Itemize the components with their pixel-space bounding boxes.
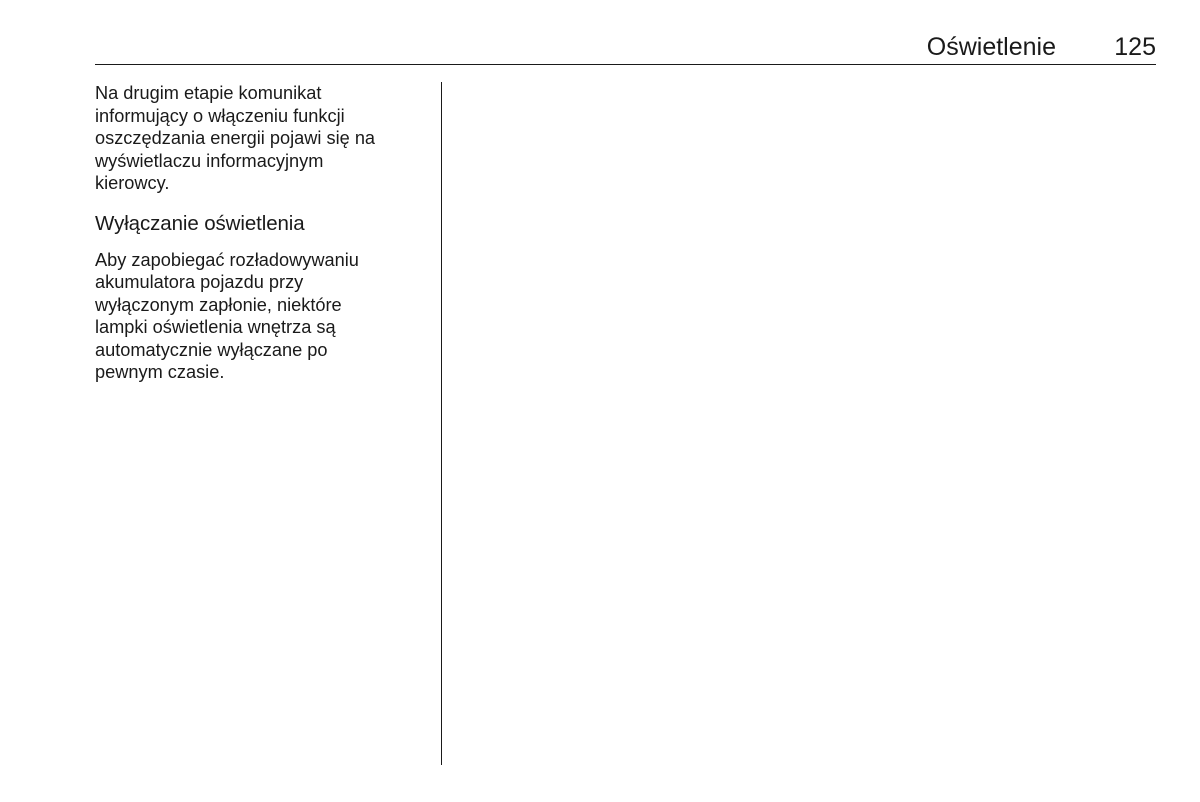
text-line: oszczędzania energii pojawi się na <box>95 128 376 148</box>
text-line: informujący o włączeniu funkcji <box>95 105 345 126</box>
text-line: kierowcy. <box>95 173 170 193</box>
text-line: lampki oświetlenia wnętrza są <box>95 317 336 337</box>
section-paragraph <box>95 249 425 384</box>
text-line: automatycznie wyłączane po <box>95 339 328 360</box>
page-header <box>95 30 1156 65</box>
text-line: Aby zapobiegać rozładowywaniu <box>95 249 359 270</box>
text-line: Na drugim etapie komunikat <box>95 83 322 103</box>
page-number: 125 <box>1114 33 1156 61</box>
text-line: wyłączonym zapłonie, niektóre <box>95 294 342 315</box>
column-divider <box>441 82 442 765</box>
text-line: akumulatora pojazdu przy <box>95 272 304 292</box>
text-line: pewnym czasie. <box>95 362 225 382</box>
text-line: wyświetlaczu informacyjnym <box>95 150 324 171</box>
header-title: Oświetlenie <box>926 33 1056 61</box>
section-heading: Wyłączanie oświetlenia <box>95 211 305 235</box>
left-column <box>95 82 425 384</box>
intro-paragraph <box>95 82 425 195</box>
